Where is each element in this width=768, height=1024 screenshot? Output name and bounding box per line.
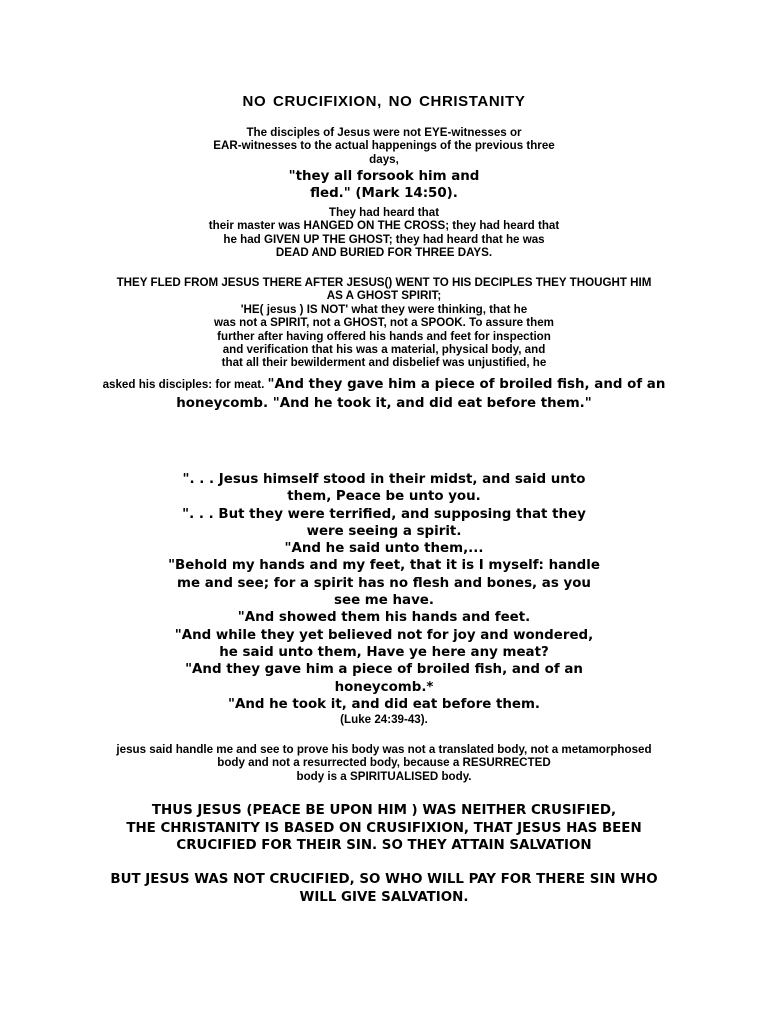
paragraph-handle xyxy=(0,743,768,783)
text-line: them, Peace be unto you. xyxy=(287,489,481,505)
text-span: asked his disciples: for meat. xyxy=(102,378,268,391)
text-line: and verification that his was a material, physical body, and xyxy=(222,343,546,357)
text-line: THUS JESUS (PEACE BE UPON HIM ) WAS NEITHER CRUSIFIED, xyxy=(151,803,617,818)
text-line: "And he said unto them,... xyxy=(284,541,484,557)
paragraph-but xyxy=(0,871,768,906)
text-line: that all their bewilderment and disbelief was unjustified, he xyxy=(221,356,547,370)
text-line: "And while they yet believed not for joy and wondered, xyxy=(174,627,594,643)
text-line: me and see; for a spirit has no flesh and bones, as you xyxy=(177,575,591,591)
text-line: The disciples of Jesus were not EYE-witnesses or xyxy=(246,126,522,139)
mixed-line xyxy=(0,375,768,393)
text-line: body and not a resurrected body, because a RESURRECTED xyxy=(217,756,551,770)
text-line: "And they gave him a piece of broiled fish, and of an xyxy=(185,662,583,678)
quote-mark xyxy=(0,168,768,203)
page-title: NO CRUCIFIXION, NO CHRISTANITY xyxy=(242,93,526,110)
text-line: fled." (Mark 14:50). xyxy=(310,186,458,202)
luke-reference: (Luke 24:39-43). xyxy=(340,713,428,726)
text-line: he had GIVEN UP THE GHOST; they had heard that he was xyxy=(223,232,545,246)
text-line: honeycomb.* xyxy=(334,679,434,695)
text-span: "And they gave him a piece of broiled fish, and of an xyxy=(267,377,666,392)
text-line: "they all forsook him and xyxy=(288,169,480,184)
text-line: jesus said handle me and see to prove his body was not a translated body, not a metamorphosed xyxy=(116,743,652,756)
text-line: he said unto them, Have ye here any meat? xyxy=(219,644,549,660)
text-line: see me have. xyxy=(334,593,434,609)
text-line: 'HE( jesus ) IS NOT' what they were thinking, that he xyxy=(240,302,528,316)
text-line: THEY FLED FROM JESUS THERE AFTER JESUS() WENT TO HIS DECIPLES THEY THOUGHT HIM xyxy=(116,276,652,289)
text-line: "And showed them his hands and feet. xyxy=(237,610,531,626)
paragraph-disciples xyxy=(0,126,768,166)
text-line: THE CHRISTANITY IS BASED ON CRUSIFIXION, THAT JESUS HAS BEEN xyxy=(126,820,642,836)
text-line: BUT JESUS WAS NOT CRUCIFIED, SO WHO WILL PAY FOR THERE SIN WHO xyxy=(110,872,658,887)
text-line: CRUCIFIED FOR THEIR SIN. SO THEY ATTAIN SALVATION xyxy=(176,838,592,853)
paragraph-fled xyxy=(0,276,768,370)
text-line: WILL GIVE SALVATION. xyxy=(299,889,469,905)
text-line: EAR-witnesses to the actual happenings of the previous three xyxy=(213,139,555,153)
text-line: were seeing a spirit. xyxy=(306,523,462,539)
text-line: They had heard that xyxy=(328,206,440,219)
text-line: their master was HANGED ON THE CROSS; they had heard that xyxy=(208,219,560,233)
text-line: further after having offered his hands and feet for inspection xyxy=(217,329,551,343)
text-line: body is a SPIRITUALISED body. xyxy=(296,769,472,783)
text-line: AS A GHOST SPIRIT; xyxy=(326,289,442,303)
paragraph-thus xyxy=(0,802,768,855)
text-line: ". . . But they were terrified, and supposing that they xyxy=(182,506,586,522)
text-line: "And he took it, and did eat before them. xyxy=(227,696,541,712)
text-line: "Behold my hands and my feet, that it is I myself: handle xyxy=(168,558,600,574)
text-line: ". . . Jesus himself stood in their midst, and said unto xyxy=(182,472,586,487)
quote-luke xyxy=(0,471,768,713)
text-line: DEAD AND BURIED FOR THREE DAYS. xyxy=(275,246,493,260)
text-line: was not a SPIRIT, not a GHOST, not a SPOOK. To assure them xyxy=(214,316,554,330)
text-line-honeycomb: honeycomb. "And he took it, and did eat before them." xyxy=(176,396,592,411)
paragraph-heard xyxy=(0,206,768,260)
text-line: days, xyxy=(369,152,399,166)
